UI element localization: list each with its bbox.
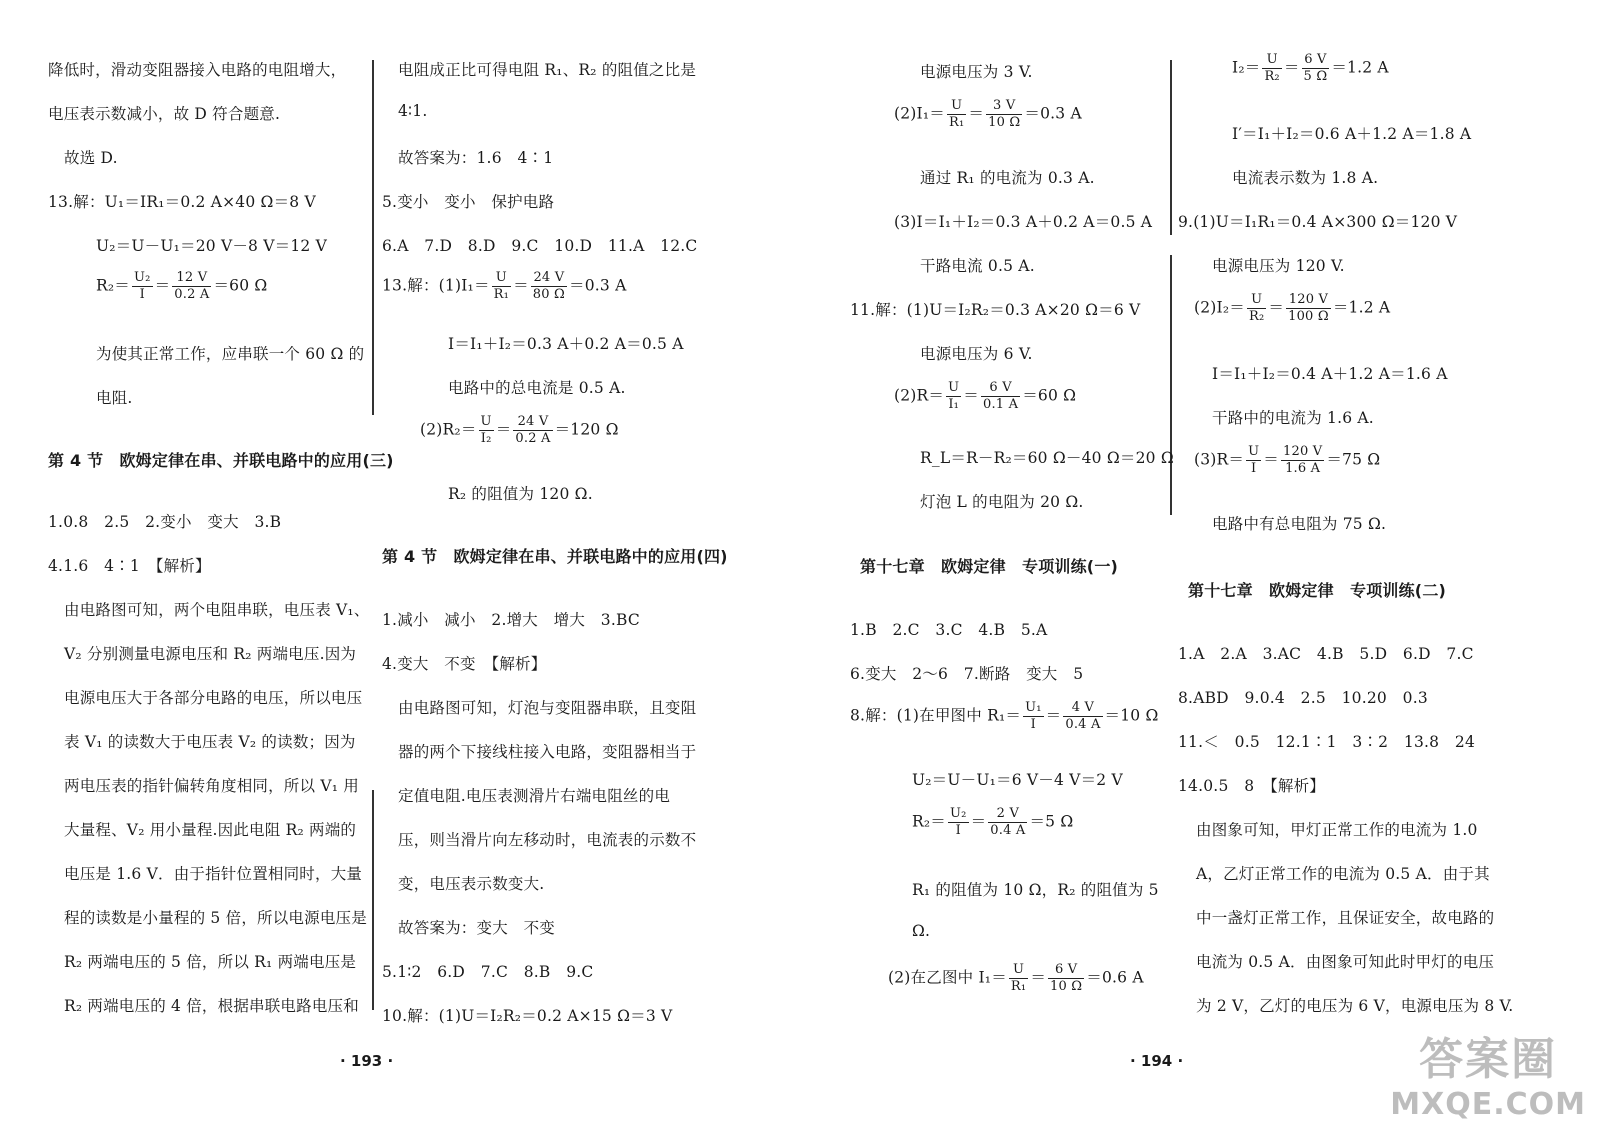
formula-text: ＝0.3 A (569, 276, 627, 295)
denominator: I (139, 287, 145, 302)
fraction (1281, 444, 1324, 477)
numerator: 6 V (1302, 52, 1330, 69)
formula-text: (2)在乙图中 I₁＝ (888, 968, 1007, 987)
numerator: 4 V (1063, 700, 1102, 717)
formula-text: ＝60 Ω (213, 276, 268, 295)
page-number: · 193 · (340, 1052, 394, 1070)
formula-text: (3)R＝ (1194, 450, 1245, 469)
text-line: 程的读数是小量程的 5 倍，所以电源电压是 (64, 909, 367, 927)
text-line: 由电路图可知，灯泡与变阻器串联，且变阻 (398, 699, 697, 717)
column-divider (372, 790, 374, 1010)
formula-line (420, 414, 619, 447)
text-line: 4.变大 不变 【解析】 (382, 655, 547, 673)
formula-line (894, 98, 1082, 131)
fraction (948, 806, 969, 839)
formula-line (850, 700, 1159, 733)
formula-text: (2)R＝ (894, 386, 945, 405)
numerator: 24 V (513, 414, 552, 431)
watermark-text: 答案圈 (1419, 1034, 1558, 1085)
formula-text: ＝ (1030, 968, 1047, 987)
formula-text: ＝ (970, 812, 987, 831)
formula-text: ＝0.6 A (1086, 968, 1144, 987)
fraction (947, 98, 966, 131)
fraction (1063, 700, 1102, 733)
text-line: 器的两个下接线柱接入电路，变阻器相当于 (398, 743, 697, 761)
text-line: 表 V₁ 的读数大于电压表 V₂ 的读数；因为 (64, 733, 356, 751)
text-line: 压，则当滑片向左移动时，电流表的示数不 (398, 831, 697, 849)
fraction (1262, 52, 1281, 85)
text-line: 由电路图可知，两个电阻串联，电压表 V₁、 (64, 601, 370, 619)
text-line: 10.解：(1)U＝I₂R₂＝0.2 A×15 Ω＝3 V (382, 1007, 673, 1025)
formula-line (894, 380, 1076, 413)
fraction (1246, 444, 1261, 477)
text-line: 两电压表的指针偏转角度相同，所以 V₁ 用 (64, 777, 359, 795)
text-line: 1.B 2.C 3.C 4.B 5.A (850, 621, 1048, 639)
denominator: 10 Ω (988, 115, 1021, 130)
text-line: 降低时，滑动变阻器接入电路的电阻增大， (48, 61, 347, 79)
text-line: 电路中的总电流是 0.5 A. (448, 379, 626, 397)
text-line: 电源电压大于各部分电路的电压，所以电压 (64, 689, 363, 707)
formula-text: ＝ (968, 104, 985, 123)
text-line: 电流为 0.5 A．由图象可知此时甲灯的电压 (1196, 953, 1495, 971)
text-line: 电压是 1.6 V．由于指针位置相同时，大量 (64, 865, 363, 883)
numerator: U (480, 414, 492, 429)
text-line: 干路中的电流为 1.6 A. (1212, 409, 1374, 427)
fraction (1247, 292, 1266, 325)
numerator: 3 V (986, 98, 1022, 115)
text-line: 1.0.8 2.5 2.变小 变大 3.B (48, 513, 282, 531)
numerator: 6 V (981, 380, 1020, 397)
formula-text: (2)I₁＝ (894, 104, 945, 123)
text-line: 由图象可知，甲灯正常工作的电流为 1.0 (1196, 821, 1478, 839)
formula-line (888, 962, 1144, 995)
denominator: R₁ (949, 115, 965, 130)
text-line: I＝I₁＋I₂＝0.4 A＋1.2 A＝1.6 A (1212, 365, 1448, 383)
fraction (1009, 962, 1028, 995)
text-line: 5.1∶2 6.D 7.C 8.B 9.C (382, 963, 594, 981)
numerator: 6 V (1048, 962, 1084, 979)
text-line: Ω. (912, 922, 931, 940)
column-divider (1170, 60, 1172, 235)
fraction (1023, 700, 1044, 733)
fraction (981, 380, 1020, 413)
text-line: 电路中有总电阻为 75 Ω. (1212, 515, 1387, 533)
formula-text: ＝0.3 A (1024, 104, 1082, 123)
numerator: U₂ (949, 806, 967, 821)
text-line: 电流表示数为 1.8 A. (1232, 169, 1379, 187)
formula-text: ＝10 Ω (1104, 706, 1159, 725)
text-line: 6.变大 2～6 7.断路 变大 5 (850, 665, 1084, 683)
fraction (1048, 962, 1084, 995)
page-number: · 194 · (1130, 1052, 1184, 1070)
text-line: 1.减小 减小 2.增大 增大 3.BC (382, 611, 640, 629)
section-heading: 第十七章 欧姆定律 专项训练(一) (860, 557, 1119, 576)
text-line: 14.0.5 8 【解析】 (1178, 777, 1326, 795)
fraction (1302, 52, 1330, 85)
formula-text: (2)I₂＝ (1194, 298, 1245, 317)
fraction (946, 380, 961, 413)
formula-text: (2)R₂＝ (420, 420, 477, 439)
text-line: 1.A 2.A 3.AC 4.B 5.D 6.D 7.C (1178, 645, 1474, 663)
column-divider (1170, 255, 1172, 515)
watermark-logo (1390, 1023, 1586, 1122)
formula-line (382, 270, 627, 303)
section-heading: 第十七章 欧姆定律 专项训练(二) (1188, 581, 1447, 600)
text-line: 中一盏灯正常工作，且保证安全，故电路的 (1196, 909, 1495, 927)
denominator: 0.4 A (990, 823, 1026, 838)
numerator: U (1247, 292, 1266, 309)
formula-text: ＝ (1263, 450, 1279, 469)
text-line: (3)I＝I₁＋I₂＝0.3 A＋0.2 A＝0.5 A (894, 213, 1153, 231)
fraction (986, 98, 1022, 131)
fraction (531, 270, 567, 303)
numerator: 2 V (988, 806, 1027, 823)
formula-text: 13.解：(1)I₁＝ (382, 276, 490, 295)
text-line: 8.ABD 9.0.4 2.5 10.20 0.3 (1178, 689, 1428, 707)
denominator: I₂ (480, 431, 492, 446)
text-line: V₂ 分别测量电源电压和 R₂ 两端电压.因为 (64, 645, 357, 663)
text-line: 4.1.6 4∶1 【解析】 (48, 557, 211, 575)
denominator: I₁ (948, 397, 960, 412)
numerator: U (492, 270, 511, 287)
numerator: U₁ (1025, 700, 1042, 715)
text-line: 定值电阻.电压表测滑片右端电阻丝的电 (398, 787, 671, 805)
text-line: R₁ 的阻值为 10 Ω，R₂ 的阻值为 5 (912, 881, 1159, 899)
text-line: 通过 R₁ 的电流为 0.3 A. (920, 169, 1095, 187)
text-line: 为使其正常工作，应串联一个 60 Ω 的 (96, 345, 365, 363)
denominator: 0.2 A (174, 287, 210, 302)
fraction (172, 270, 211, 303)
text-line: 故答案为：变大 不变 (398, 919, 556, 937)
fraction (988, 806, 1027, 839)
numerator: U (947, 98, 966, 115)
formula-line (1194, 292, 1390, 325)
text-line: 故答案为：1.6 4∶1 (398, 149, 554, 167)
formula-text: ＝1.2 A (1331, 58, 1389, 77)
text-line: 电源电压为 3 V. (920, 63, 1033, 81)
text-line: U₂＝U－U₁＝20 V－8 V＝12 V (96, 237, 327, 255)
denominator: R₂ (1249, 309, 1265, 324)
formula-text: ＝5 Ω (1029, 812, 1074, 831)
numerator: U (1248, 444, 1260, 459)
text-line: 电源电压为 120 V. (1212, 257, 1345, 275)
numerator: U (948, 380, 960, 395)
text-line: R₂ 两端电压的 4 倍，根据串联电路电压和 (64, 997, 359, 1015)
text-line: 电源电压为 6 V. (920, 345, 1033, 363)
text-line: 电压表示数减小，故 D 符合题意. (48, 105, 281, 123)
text-line: 大量程、V₂ 用小量程.因此电阻 R₂ 两端的 (64, 821, 357, 839)
denominator: I (955, 823, 961, 838)
formula-text: I₂＝ (1232, 58, 1261, 77)
denominator: R₁ (493, 287, 510, 302)
numerator: U₂ (133, 270, 151, 285)
formula-text: ＝1.2 A (1332, 298, 1391, 317)
numerator: 24 V (531, 270, 567, 287)
formula-text: ＝60 Ω (1022, 386, 1077, 405)
text-line: 11.解：(1)U＝I₂R₂＝0.3 A×20 Ω＝6 V (850, 301, 1141, 319)
section-heading: 第 4 节 欧姆定律在串、并联电路中的应用(四) (382, 547, 728, 566)
denominator: 100 Ω (1288, 309, 1329, 324)
page-194 (800, 0, 1600, 1132)
formula-line (1194, 444, 1380, 477)
fraction (1286, 292, 1331, 325)
formula-text: ＝ (1283, 58, 1300, 77)
text-line: A，乙灯正常工作的电流为 0.5 A．由于其 (1196, 865, 1490, 883)
formula-text: ＝ (154, 276, 171, 295)
fraction (492, 270, 511, 303)
numerator: 120 V (1286, 292, 1331, 309)
formula-text: 8.解：(1)在甲图中 R₁＝ (850, 706, 1022, 725)
text-line: 灯泡 L 的电阻为 20 Ω. (920, 493, 1084, 511)
formula-text: ＝75 Ω (1326, 450, 1381, 469)
text-line: 电阻成正比可得电阻 R₁、R₂ 的阻值之比是 (398, 61, 697, 79)
denominator: 80 Ω (532, 287, 566, 302)
text-line: 干路电流 0.5 A. (920, 257, 1035, 275)
formula-text: ＝ (513, 276, 529, 295)
denominator: I (1251, 461, 1257, 476)
denominator: R₁ (1010, 979, 1027, 994)
formula-text: ＝ (1045, 706, 1062, 725)
fraction (132, 270, 153, 303)
text-line: 5.变小 变小 保护电路 (382, 193, 555, 211)
text-line: U₂＝U－U₁＝6 V－4 V＝2 V (912, 771, 1123, 789)
text-line: I′＝I₁＋I₂＝0.6 A＋1.2 A＝1.8 A (1232, 125, 1472, 143)
text-line: 故选 D. (64, 149, 118, 167)
formula-text: R₂＝ (96, 276, 130, 295)
numerator: U (1262, 52, 1281, 69)
formula-line (912, 806, 1073, 839)
fraction (479, 414, 494, 447)
denominator: 5 Ω (1303, 69, 1328, 84)
text-line: 4∶1. (398, 102, 428, 120)
text-line: 变，电压表示数变大. (398, 875, 545, 893)
text-line: 电阻. (96, 389, 133, 407)
formula-text: ＝120 Ω (554, 420, 619, 439)
text-line: R₂ 两端电压的 5 倍，所以 R₁ 两端电压是 (64, 953, 357, 971)
numerator: U (1009, 962, 1028, 979)
formula-text: ＝ (495, 420, 512, 439)
text-line: 11.＜ 0.5 12.1∶1 3∶2 13.8 24 (1178, 733, 1476, 751)
text-line: 为 2 V，乙灯的电压为 6 V，电源电压为 8 V. (1196, 997, 1514, 1015)
numerator: 120 V (1283, 444, 1323, 459)
text-line: I＝I₁＋I₂＝0.3 A＋0.2 A＝0.5 A (448, 335, 684, 353)
denominator: 10 Ω (1050, 979, 1083, 994)
denominator: R₂ (1264, 69, 1280, 84)
formula-text: ＝ (1268, 298, 1285, 317)
text-line: R_L＝R－R₂＝60 Ω－40 Ω＝20 Ω (920, 449, 1174, 467)
text-line: R₂ 的阻值为 120 Ω. (448, 485, 593, 503)
fraction (513, 414, 552, 447)
formula-text: ＝ (963, 386, 979, 405)
formula-line (96, 270, 267, 303)
formula-text: R₂＝ (912, 812, 946, 831)
text-line: 13.解：U₁＝IR₁＝0.2 A×40 Ω＝8 V (48, 193, 316, 211)
column-divider (372, 60, 374, 415)
watermark-url: MXQE.COM (1390, 1087, 1586, 1122)
text-line: 9.(1)U＝I₁R₁＝0.4 A×300 Ω＝120 V (1178, 213, 1458, 231)
denominator: I (1030, 717, 1037, 732)
text-line: 6.A 7.D 8.D 9.C 10.D 11.A 12.C (382, 237, 698, 255)
formula-line (1232, 52, 1389, 85)
numerator: 12 V (172, 270, 211, 287)
section-heading: 第 4 节 欧姆定律在串、并联电路中的应用(三) (48, 451, 394, 470)
denominator: 0.4 A (1065, 717, 1101, 732)
denominator: 0.1 A (983, 397, 1019, 412)
denominator: 0.2 A (515, 431, 551, 446)
denominator: 1.6 A (1285, 461, 1321, 476)
